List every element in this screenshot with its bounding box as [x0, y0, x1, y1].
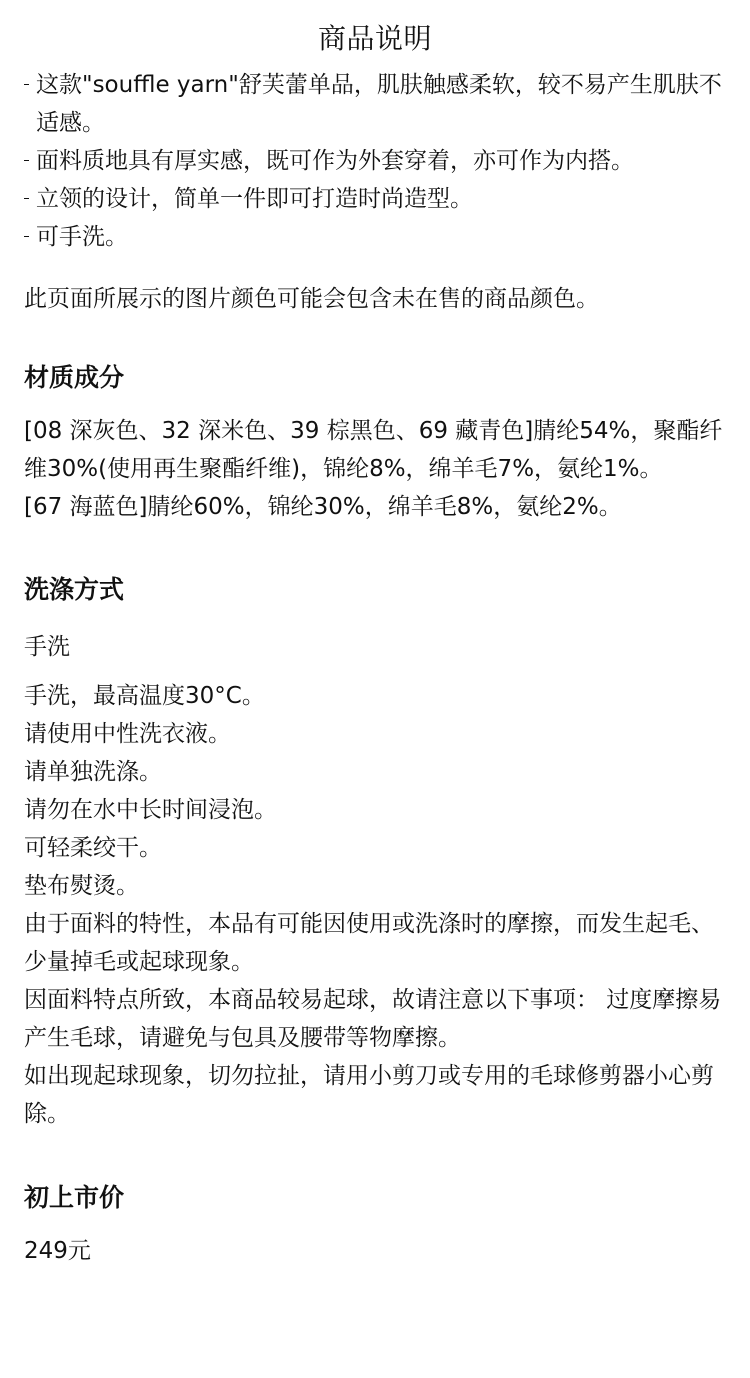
washing-note: 因面料特点所致，本商品较易起球，故请注意以下事项： 过度摩擦易产生毛球，请避免与包具及腰带等物摩擦。: [24, 987, 722, 1051]
washing-note: 请勿在水中长时间浸泡。: [24, 797, 277, 823]
washing-note: 手洗，最高温度30°C。: [24, 683, 265, 709]
material-line: [67 海蓝色]腈纶60%，锦纶30%，绵羊毛8%，氨纶2%。: [24, 494, 622, 520]
washing-note: 垫布熨烫。: [24, 873, 139, 899]
washing-note: 请单独洗涤。: [24, 759, 162, 785]
feature-item: 这款"souffle yarn"舒芙蕾单品，肌肤触感柔软，较不易产生肌肤不适感。: [24, 66, 726, 142]
washing-notes: [24, 677, 726, 1133]
price-heading: 初上市价: [24, 1183, 125, 1212]
feature-item: 面料质地具有厚实感，既可作为外套穿着，亦可作为内搭。: [24, 142, 726, 180]
washing-note: 如出现起球现象，切勿拉扯，请用小剪刀或专用的毛球修剪器小心剪除。: [24, 1063, 714, 1127]
material-composition: [24, 412, 726, 526]
material-heading: 材质成分: [24, 363, 125, 392]
material-line: [08 深灰色、32 深米色、39 棕黑色、69 藏青色]腈纶54%，聚酯纤维30%(使用再生聚酯纤维)，锦纶8%，绵羊毛7%，氨纶1%。: [24, 418, 723, 482]
washing-note: 可轻柔绞干。: [24, 835, 162, 861]
feature-item: 立领的设计，简单一件即可打造时尚造型。: [24, 180, 726, 218]
price-value: 249元: [24, 1238, 91, 1264]
feature-list: [24, 66, 726, 256]
page-title: 商品说明: [317, 22, 432, 55]
color-note: 此页面所展示的图片颜色可能会包含未在售的商品颜色。: [24, 286, 599, 312]
washing-note: 请使用中性洗衣液。: [24, 721, 231, 747]
feature-item: 可手洗。: [24, 218, 726, 256]
washing-method: 手洗: [24, 634, 70, 660]
washing-note: 由于面料的特性，本品有可能因使用或洗涤时的摩擦，而发生起毛、少量掉毛或起球现象。: [24, 911, 714, 975]
washing-heading: 洗涤方式: [24, 575, 125, 604]
